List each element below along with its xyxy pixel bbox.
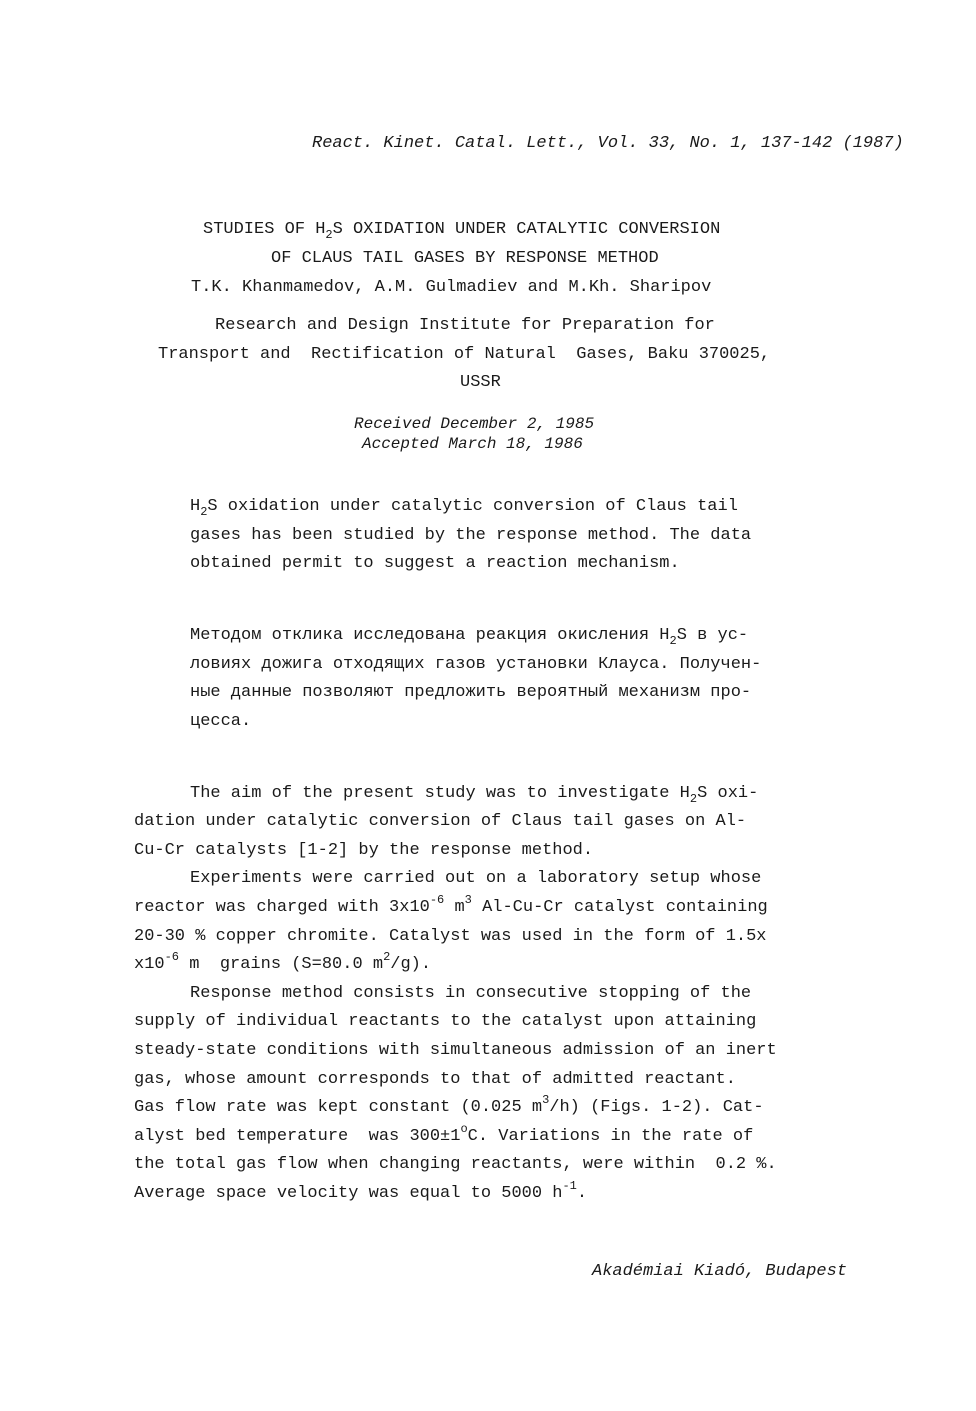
publisher-footer: Akadémiai Kiadó, Budapest <box>592 1262 848 1281</box>
abstract-en-line-2: gases has been studied by the response method. The data <box>190 526 752 545</box>
body-line: Cu-Cr catalysts [1-2] by the response method. <box>134 841 594 860</box>
body-line: dation under catalytic conversion of Claus tail gases on Al- <box>134 812 747 831</box>
body-line: the total gas flow when changing reactants, were within 0.2 %. <box>134 1155 777 1174</box>
body-line: 20-30 % copper chromite. Catalyst was used in the form of 1.5x <box>134 927 767 946</box>
authors: T.K. Khanmamedov, A.M. Gulmadiev and M.Kh. Sharipov <box>191 278 712 297</box>
body-line: Response method consists in consecutive stopping of the <box>190 984 752 1003</box>
received-date: Received December 2, 1985 <box>354 415 595 433</box>
affiliation-line-3: USSR <box>460 373 501 392</box>
body-line: alyst bed temperature was $300\pm 1^oC$. Variations in the rate of <box>134 1122 754 1146</box>
affiliation-line-1: Research and Design Institute for Preparation for <box>215 316 715 335</box>
body-line: Experiments were carried out on a laboratory setup whose <box>190 869 762 888</box>
journal-citation: React. Kinet. Catal. Lett., Vol. 33, No. 1, 137-142 (1987) <box>312 134 904 153</box>
body-line: $x10^{-6}$ m grains (S=80.0 $m^2/g$). <box>134 950 432 974</box>
body-line: The aim of the present study was to investigate $H_2S$ oxi- <box>190 784 759 806</box>
abstract-ru-line-1: Методом отклика исследована реакция окисления $H_2S$ в ус- <box>190 626 749 648</box>
abstract-en-line-1: $H_2S$ oxidation under catalytic conversion of Claus tail <box>190 497 738 519</box>
affiliation-line-2: Transport and Rectification of Natural Gases, Baku 370025, <box>158 345 771 364</box>
abstract-ru-line-4: цесса. <box>190 712 252 731</box>
body-line: steady-state conditions with simultaneous admission of an inert <box>134 1041 777 1060</box>
accepted-date: Accepted March 18, 1986 <box>362 435 583 453</box>
abstract-en-line-3: obtained permit to suggest a reaction mechanism. <box>190 554 680 573</box>
body-line: Average space velocity was equal to 5000 $h^{-1}$. <box>134 1179 588 1203</box>
paper-title-line-2: OF CLAUS TAIL GASES BY RESPONSE METHOD <box>271 249 659 268</box>
body-line: Gas flow rate was kept constant (0.025 $m^3/h$) (Figs. 1-2). Cat- <box>134 1093 764 1117</box>
body-line: reactor was charged with $3x10^{-6}$ $m^3$ Al-Cu-Cr catalyst containing <box>134 893 768 917</box>
abstract-ru-line-2: ловиях дожига отходящих газов установки Клауса. Получен- <box>190 655 762 674</box>
body-line: supply of individual reactants to the catalyst upon attaining <box>134 1012 757 1031</box>
paper-title-line-1: STUDIES OF $H_2S$ OXIDATION UNDER CATALYTIC CONVERSION <box>203 220 721 242</box>
body-line: gas, whose amount corresponds to that of admitted reactant. <box>134 1070 736 1089</box>
abstract-ru-line-3: ные данные позволяют предложить вероятный механизм про- <box>190 683 752 702</box>
